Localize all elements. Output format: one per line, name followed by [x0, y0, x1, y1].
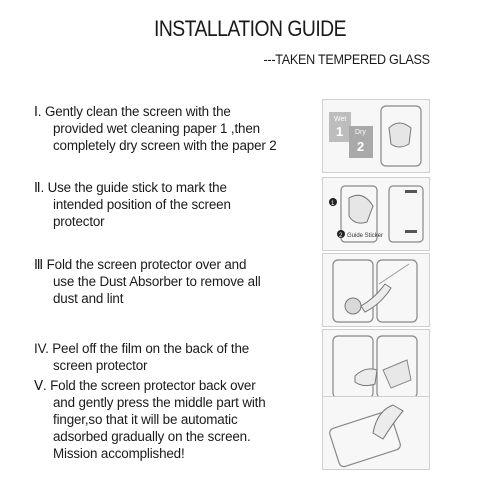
- step-3-illustration: [322, 253, 430, 327]
- hand-icon: [361, 284, 391, 312]
- marker-2-label: 2: [339, 233, 343, 239]
- fold-line-icon: [379, 264, 409, 284]
- step-line: Mission accomplished!: [53, 446, 185, 461]
- step-line: screen protector: [53, 358, 148, 373]
- step-1-illustration: [322, 99, 430, 173]
- hand-icon: [355, 369, 377, 386]
- step-line: IV. Peel off the film on the back of the: [34, 341, 250, 356]
- step-line: Ⅴ. Fold the screen protector back over: [34, 378, 256, 393]
- guide-stick-icon: [405, 190, 417, 193]
- step-line: protector: [53, 214, 105, 229]
- step-1-text: [34, 103, 304, 154]
- page-title: INSTALLATION GUIDE: [153, 16, 347, 41]
- step-line: intended position of the screen: [53, 197, 231, 212]
- dry-number: 2: [357, 139, 365, 154]
- step-line: Ⅱ. Use the guide stick to mark the: [34, 180, 227, 195]
- step-line: dust and lint: [53, 291, 124, 306]
- step-line: and gently press the middle part with: [53, 395, 266, 410]
- step-line: provided wet cleaning paper 1 ,then: [53, 121, 260, 136]
- dust-absorber-icon: [345, 298, 361, 314]
- hand-wipe-icon: [389, 123, 411, 147]
- phone-outline-icon: [389, 186, 423, 242]
- marker-1-label: 1: [331, 201, 335, 207]
- step-4-illustration: [322, 329, 430, 403]
- step-line: Ⅰ. Gently clean the screen with the: [34, 104, 231, 119]
- step-line: finger,so that it will be automatic: [53, 412, 238, 427]
- wet-label: Wet: [334, 116, 347, 123]
- page-subtitle: ---TAKEN TEMPERED GLASS: [263, 51, 430, 67]
- phone-outline-icon: [333, 336, 373, 398]
- finger-press-icon: [373, 405, 403, 439]
- step-4-text: [34, 340, 304, 374]
- step-line: completely dry screen with the paper 2: [53, 138, 277, 153]
- step-3-text: [34, 256, 304, 307]
- step-line: adsorbed gradually on the screen.: [53, 429, 251, 444]
- step-5-text: [34, 377, 304, 462]
- step-2-illustration: [322, 177, 430, 251]
- peeled-film-icon: [383, 360, 411, 388]
- step-5-illustration: [322, 396, 430, 470]
- hand-icon: [349, 195, 373, 223]
- step-line: use the Dust Absorber to remove all: [53, 274, 261, 289]
- step-2-text: [34, 179, 304, 230]
- guide-stick-icon: [405, 230, 417, 233]
- guide-sticker-label: Guide Sticker: [347, 233, 384, 239]
- step-line: Ⅲ Fold the screen protector over and: [34, 257, 247, 272]
- wet-number: 1: [336, 124, 344, 139]
- dry-label: Dry: [355, 129, 366, 136]
